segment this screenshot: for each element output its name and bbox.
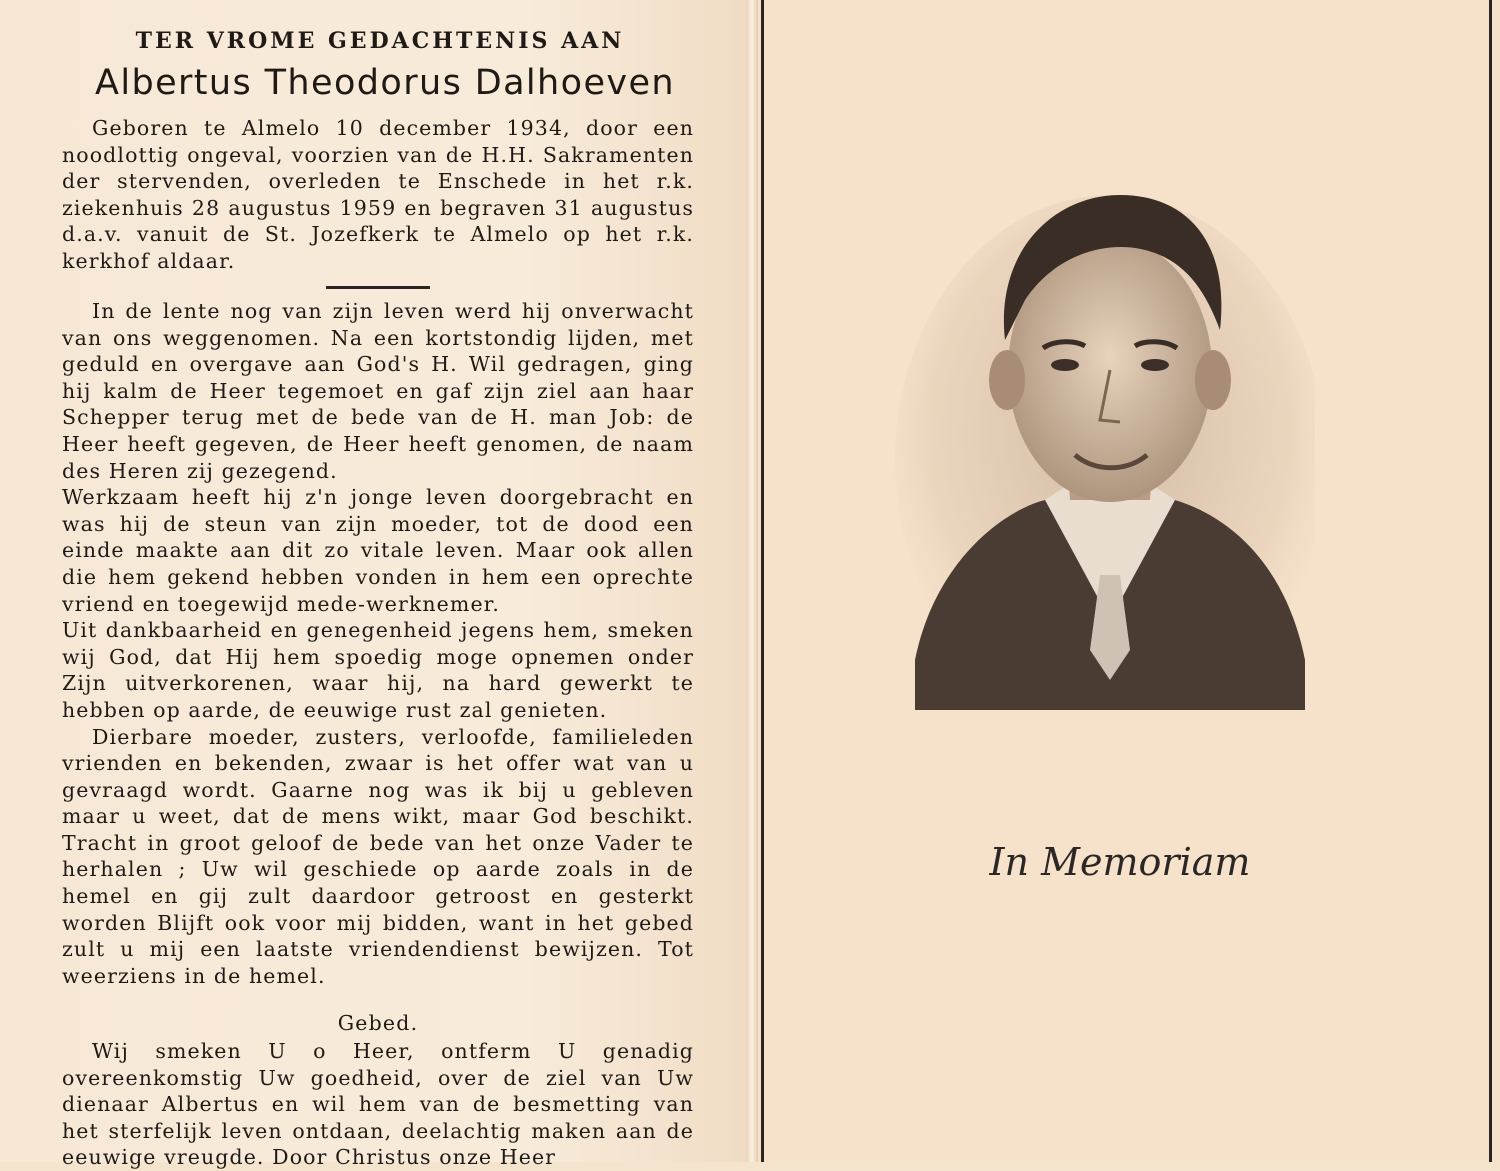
- body-text: [62, 298, 694, 989]
- separator-line: [326, 286, 430, 289]
- paragraph-1: In de lente nog van zijn leven werd hij onverwacht van ons weggenomen. Na een kortstondig lijden, met geduld en overgave aan God's H. Wil gedragen, ging hij kalm de Heer tegemoet en gaf zijn ziel aan haar Schepper terug met de bede van de H. man Job: de Heer heeft gegeven, de Heer heeft genomen, de naam des Heren zij gezegend.: [62, 299, 694, 483]
- paragraph-4: Dierbare moeder, zusters, verloofde, familieleden vrienden en bekenden, zwaar is het offer wat van u gevraagd wordt. Gaarne nog was ik bij u gebleven maar u weet, dat de mens wikt, maar God beschikt. Tracht in groot geloof de bede van het onze Vader te herhalen ; Uw wil geschiede op aarde zoals in de hemel en gij zult daardoor getroost en gesterkt worden Blijft ook voor mij bidden, want in het gebed zult u mij een laatste vriendendienst bewijzen. Tot weerziens in de hemel.: [62, 724, 694, 988]
- intro-text: [62, 115, 694, 275]
- intro-paragraph: Geboren te Almelo 10 december 1934, door een noodlottig ongeval, voorzien van de H.H. Sakramenten der stervenden, overleden te Enschede in het r.k. ziekenhuis 28 augustus 1959 en begraven 31 augustus d.a.v. vanuit de St. Jozefkerk te Almelo op het r.k. kerkhof aldaar.: [62, 116, 694, 273]
- frame-border-left: [761, 0, 764, 1162]
- in-memoriam-caption: In Memoriam: [989, 840, 1251, 884]
- prayer-text: [62, 1038, 694, 1171]
- deceased-name: Albertus Theodorus Dalhoeven: [94, 63, 676, 103]
- paragraph-3: Uit dankbaarheid en genegenheid jegens hem, smeken wij God, dat Hij hem spoedig moge opnemen onder Zijn uitverkorenen, waar hij, na hard gewerkt te hebben op aarde, de eeuwige rust zal genieten.: [62, 618, 694, 722]
- prayer-paragraph: Wij smeken U o Heer, ontferm U genadig overeenkomstig Uw goedheid, over de ziel van Uw dienaar Albertus en wil hem van de besmetting van het sterfelijk leven ontdaan, deelachtig maken aan de eeuwige vreugde. Door Christus onze Heer: [62, 1039, 694, 1170]
- paragraph-2: Werkzaam heeft hij z'n jonge leven doorgebracht en was hij de steun van zijn moeder, tot de dood een einde maakte aan dit zo vitale leven. Maar ook allen die hem gekend hebben vonden in hem een oprechte vriend en toegewijd mede-werknemer.: [62, 485, 694, 616]
- card-fold: [746, 0, 758, 1162]
- portrait-photo: [895, 180, 1315, 710]
- memorial-heading: TER VROME GEDACHTENIS AAN: [135, 28, 625, 54]
- frame-border-right: [1489, 0, 1492, 1162]
- prayer-title: Gebed.: [337, 1011, 419, 1035]
